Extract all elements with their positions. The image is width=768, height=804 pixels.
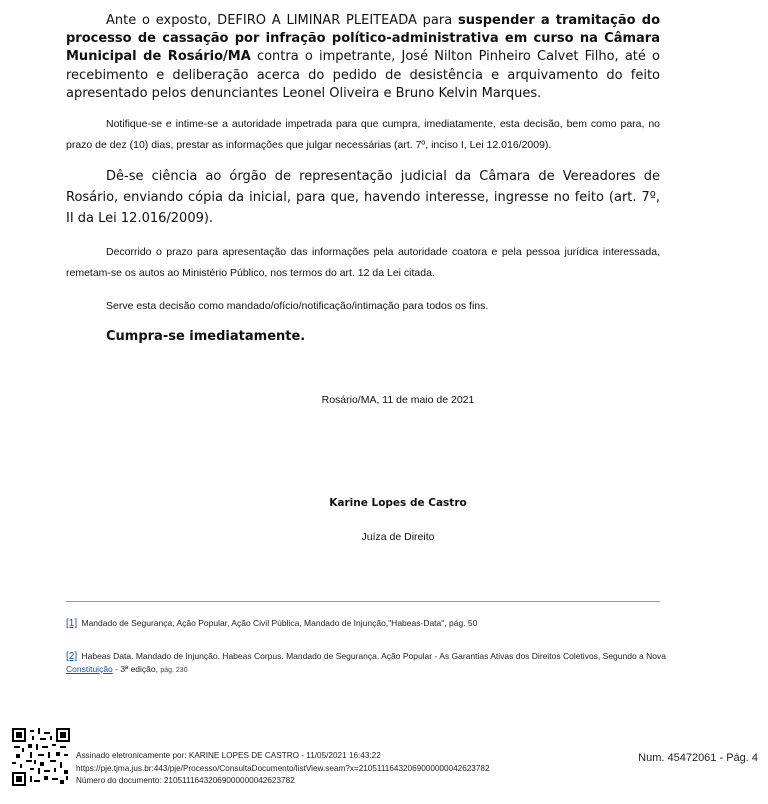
document-number: Número do documento: 21051116432069000000042623782 bbox=[76, 776, 295, 785]
signed-by: Assinado eletronicamente por: KARINE LOPES DE CASTRO - 11/05/2021 16:43:22 bbox=[76, 751, 381, 760]
paragraph-prazo: Decorrido o prazo para apresentação das informações pela autoridade coatora e pela pessoa jurídica interessada, remetam-se os autos ao Ministério Público, nos termos do art. 12 da Lei citada. bbox=[66, 246, 660, 279]
footnote-2-text: Habeas Data. Mandado de Injunção. Habeas Corpus. Mandado de Segurança. Ação Popular - As Garantias Ativas dos Direitos Coletivos, Segundo a Nova bbox=[79, 651, 666, 661]
decision-bold: suspender a tramitação do processo de cassação por infração político-administrativa em curso na Câmara Municipal de Rosário/MA bbox=[66, 13, 661, 65]
document-url[interactable]: https://pje.tjma.jus.br:443/pje/Processo/ConsultaDocumento/listView.seam?x=21051116432069000000042623782 bbox=[76, 763, 490, 773]
paragraph-mandado: Serve esta decisão como mandado/ofício/notificação/intimação para todos os fins. bbox=[106, 300, 489, 312]
constituicao-link[interactable]: Constituição bbox=[66, 664, 113, 674]
decision-rest: contra o impetrante, José Nilton Pinheiro Calvet Filho, até o recebimento e deliberação acerca do pedido de desistência e arquivamento do feito apresentado pelos denunciantes Leonel Oliveira e Bruno Kelvin Marques. bbox=[66, 49, 660, 101]
page-number: Num. 45472061 - Pág. 4 bbox=[638, 752, 758, 764]
footnote-2-page: pág. 230 bbox=[160, 667, 188, 674]
footnote-2 bbox=[66, 650, 666, 677]
signature-metadata bbox=[76, 750, 490, 788]
footnote-1 bbox=[66, 617, 666, 630]
footnote-divider bbox=[66, 601, 660, 602]
qr-code-icon bbox=[12, 728, 70, 786]
signer-role: Juíza de Direito bbox=[361, 531, 435, 543]
footnote-2-edition: - 3ª edição, bbox=[112, 664, 161, 674]
place-date: Rosário/MA, 11 de maio de 2021 bbox=[321, 394, 475, 406]
signer-name: Karine Lopes de Castro bbox=[329, 497, 467, 509]
footnote-1-link[interactable]: [1] bbox=[66, 618, 78, 629]
paragraph-ciencia: Dê-se ciência ao órgão de representação judicial da Câmara de Vereadores de Rosário, enviando cópia da inicial, para que, havendo interesse, ingresse no feito (art. 7º, II da Lei 12.016/2009). bbox=[66, 169, 660, 226]
decision-intro: Ante o exposto, DEFIRO A LIMINAR PLEITEADA para bbox=[106, 13, 458, 28]
paragraph-notify: Notifique-se e intime-se a autoridade impetrada para que cumpra, imediatamente, esta decisão, bem como para, no prazo de dez (10) dias, prestar as informações que julgar necessárias (art. 7º, inciso I, Lei 12.016/2009). bbox=[66, 118, 660, 151]
footnote-2-link[interactable]: [2] bbox=[66, 651, 78, 662]
paragraph-decision bbox=[66, 12, 660, 103]
paragraph-cumpra: Cumpra-se imediatamente. bbox=[106, 329, 306, 344]
footnote-1-text: Mandado de Segurança, Ação Popular, Ação Civil Pública, Mandado de Injunção,"Habeas-Data", pág. 50 bbox=[79, 618, 478, 628]
